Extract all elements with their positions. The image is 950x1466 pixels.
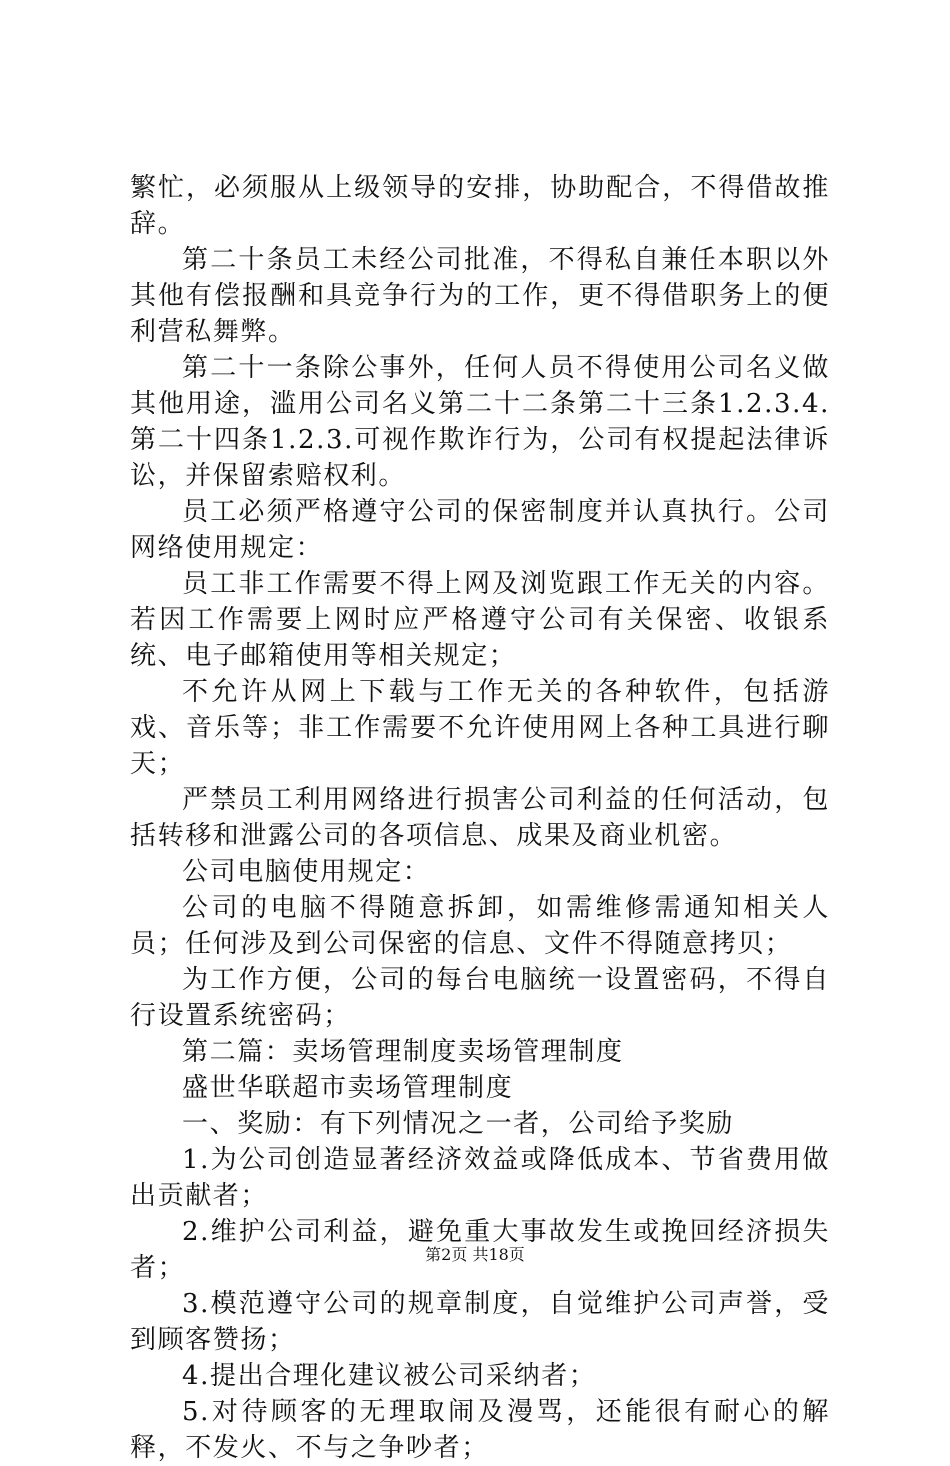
paragraph: 不允许从网上下载与工作无关的各种软件，包括游戏、音乐等；非工作需要不允许使用网上各种工具进行聊天；: [130, 677, 830, 779]
paragraph: 第二十条员工未经公司批准，不得私自兼任本职以外其他有偿报酬和具竞争行为的工作，更不得借职务上的便利营私舞弊。: [130, 245, 830, 347]
paragraph: 繁忙，必须服从上级领导的安排，协助配合，不得借故推辞。: [130, 173, 830, 239]
paragraph: 公司的电脑不得随意拆卸，如需维修需通知相关人员；任何涉及到公司保密的信息、文件不得随意拷贝；: [130, 893, 830, 959]
list-item: 1.为公司创造显著经济效益或降低成本、节省费用做出贡献者；: [130, 1145, 830, 1211]
document-body: [130, 170, 830, 1466]
paragraph: 第二十一条除公事外，任何人员不得使用公司名义做其他用途，滥用公司名义第二十二条第二十三条1.2.3.4.第二十四条1.2.3.可视作欺诈行为，公司有权提起法律诉讼，并保留索赔权利。: [130, 353, 830, 491]
paragraph: 员工必须严格遵守公司的保密制度并认真执行。公司网络使用规定：: [130, 497, 830, 563]
list-item: 5.对待顾客的无理取闹及漫骂，还能很有耐心的解释，不发火、不与之争吵者；: [130, 1397, 830, 1463]
list-item: 4.提出合理化建议被公司采纳者；: [182, 1361, 597, 1391]
paragraph: 严禁员工利用网络进行损害公司利益的任何活动，包括转移和泄露公司的各项信息、成果及商业机密。: [130, 785, 830, 851]
paragraph: 一、奖励：有下列情况之一者，公司给予奖励: [182, 1109, 735, 1139]
document-title: 盛世华联超市卖场管理制度: [182, 1073, 514, 1103]
section-heading: 第二篇：卖场管理制度卖场管理制度: [182, 1037, 624, 1067]
list-item: 3.模范遵守公司的规章制度，自觉维护公司声誉，受到顾客赞扬；: [130, 1289, 830, 1355]
paragraph: 员工非工作需要不得上网及浏览跟工作无关的内容。若因工作需要上网时应严格遵守公司有关保密、收银系统、电子邮箱使用等相关规定；: [130, 569, 830, 671]
list-item: 2.维护公司利益，避免重大事故发生或挽回经济损失者；: [130, 1217, 830, 1283]
paragraph: 公司电脑使用规定：: [182, 857, 431, 887]
page-number-footer: 第2页 共18页: [425, 1245, 525, 1264]
paragraph: 为工作方便，公司的每台电脑统一设置密码，不得自行设置系统密码；: [130, 965, 830, 1031]
